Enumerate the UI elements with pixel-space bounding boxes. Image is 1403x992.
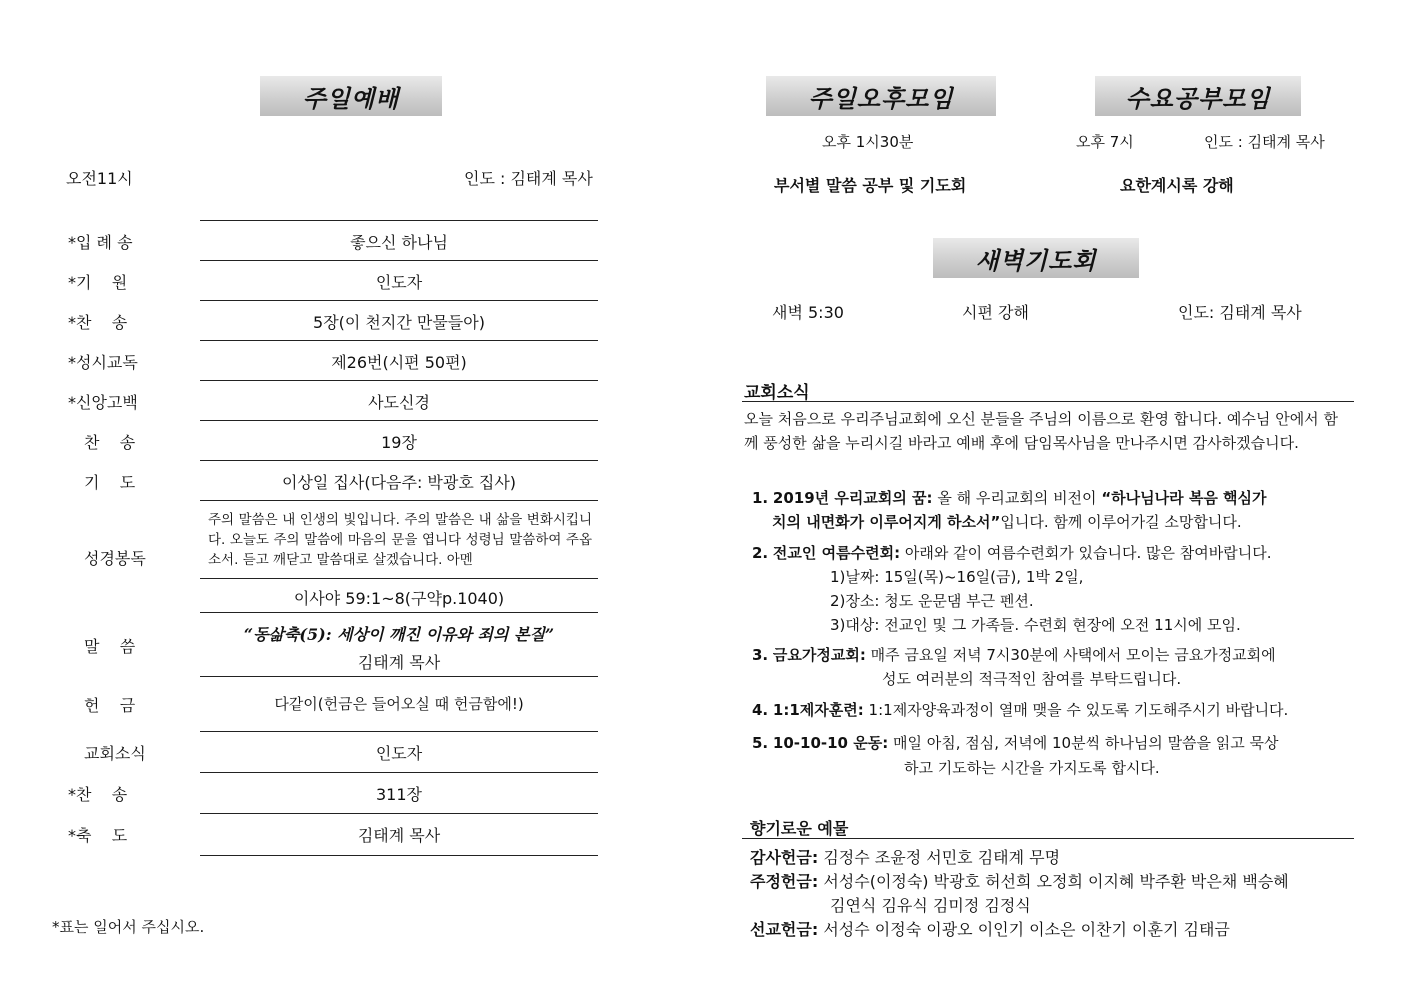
- news-item: [752, 698, 1342, 722]
- order-label: 기 도: [84, 473, 136, 492]
- offering-mission: [750, 918, 1230, 942]
- offering-names: 서성수 이정숙 이광오 이인기 이소은 이찬기 이훈기 김태금: [823, 920, 1230, 939]
- news-subitem: 3)대상: 전교인 및 그 가족들. 수련회 현장에 오전 11시에 모임.: [830, 616, 1241, 634]
- worship-leader: 인도 : 김태계 목사: [464, 169, 593, 188]
- news-item-title: 10-10-10 운동:: [772, 734, 889, 752]
- news-item-text: 매일 아침, 점심, 저녁에 10분씩 하나님의 말씀을 읽고 묵상: [892, 734, 1279, 752]
- standing-footnote: *표는 일어서 주십시오.: [52, 918, 205, 936]
- divider: [200, 676, 598, 677]
- order-label: *기 원: [68, 273, 128, 292]
- order-value: 사도신경: [368, 393, 430, 412]
- order-label: *찬 송: [68, 313, 128, 332]
- divider: [200, 420, 598, 421]
- order-label: *성시교독: [68, 353, 138, 372]
- news-intro: 오늘 처음으로 우리주님교회에 오신 분들을 주님의 이름으로 환영 합니다. 예수님 안에서 함께 풍성한 삶을 누리시길 바라고 예배 후에 담임목사님을 만나주시면 감사하겠습니다.: [744, 410, 1338, 452]
- news-heading: 교회소식: [744, 383, 810, 403]
- order-value: 311장: [376, 785, 422, 804]
- divider: [200, 813, 598, 814]
- news-item-title: 전교인 여름수련회:: [772, 544, 901, 562]
- order-label: *입 례 송: [68, 233, 133, 252]
- news-item-num: 4.: [752, 701, 769, 719]
- news-item-text: 아래와 같이 여름수련회가 있습니다. 많은 참여바랍니다.: [904, 544, 1272, 562]
- divider: [200, 855, 598, 856]
- news-item-text: 매주 금요일 저녁 7시30분에 사택에서 모이는 금요가정교회에: [870, 646, 1276, 664]
- order-value: 이사야 59:1~8(구약p.1040): [293, 589, 505, 608]
- news-item-text: 성도 여러분의 적극적인 참여를 부탁드립니다.: [882, 670, 1182, 688]
- order-value: 제26번(시편 50편): [331, 353, 467, 372]
- news-divider: [742, 401, 1354, 402]
- order-label: 말 씀: [84, 637, 136, 656]
- news-subitem: 2)장소: 청도 운문댐 부근 펜션.: [830, 592, 1034, 610]
- afternoon-desc: 부서별 말씀 공부 및 기도회: [774, 176, 967, 195]
- dawn-desc: 시편 강해: [962, 303, 1029, 322]
- scripture-prayer: 주의 말씀은 내 인생의 빛입니다. 주의 말씀은 내 삶을 변화시킵니다. 오늘도 주의 말씀에 마음의 문을 엽니다 성령님 말씀하여 주옵소서. 듣고 깨닫고 말씀대로 살겠습니다. 아멘: [208, 512, 592, 568]
- sunday-worship-banner: 주일예배: [260, 76, 442, 116]
- offering-label: 선교헌금:: [750, 920, 819, 939]
- news-item: [752, 541, 1342, 565]
- offering-names: 김연식 김유식 김미정 김정식: [830, 896, 1031, 915]
- order-value: 이상일 집사(다음주: 박광호 집사): [281, 473, 517, 492]
- order-value: 김태계 목사: [357, 826, 441, 845]
- offering-names: 김정수 조윤정 서민호 김태계 무명: [823, 848, 1061, 867]
- wednesday-study-banner: 수요공부모임: [1095, 76, 1301, 116]
- news-item-num: 5.: [752, 734, 769, 752]
- order-value: 좋으신 하나님: [350, 233, 448, 252]
- divider: [200, 612, 598, 613]
- order-value: 다같이(헌금은 들어오실 때 헌금함에!): [274, 695, 524, 713]
- news-item-title: 2019년 우리교회의 꿈:: [772, 489, 933, 507]
- dawn-time: 새벽 5:30: [772, 303, 844, 322]
- offering-thanks: [750, 846, 1060, 870]
- order-label: 성경봉독: [84, 549, 146, 568]
- wednesday-desc: 요한계시록 강해: [1120, 176, 1234, 195]
- news-item: [752, 731, 1342, 755]
- news-item-text: 입니다. 함께 이루어가길 소망합니다.: [1000, 513, 1242, 531]
- order-label: 교회소식: [84, 744, 146, 763]
- news-item-text: 올 해 우리교회의 비전이: [937, 489, 1102, 507]
- order-value: 5장(이 천지간 만물들아): [313, 313, 485, 332]
- order-value: 김태계 목사: [357, 653, 441, 672]
- news-item: [752, 643, 1342, 667]
- divider: [200, 380, 598, 381]
- offering-heading: 향기로운 예물: [750, 819, 849, 838]
- order-value: 인도자: [375, 273, 423, 292]
- news-item-num: 2.: [752, 544, 769, 562]
- news-item-title: 1:1제자훈련:: [772, 701, 864, 719]
- divider: [200, 731, 598, 732]
- divider: [200, 300, 598, 301]
- news-item-bold: 치의 내면화가 이루어지게 하소서”: [772, 513, 1001, 531]
- divider: [200, 260, 598, 261]
- news-item-title: 금요가정교회:: [772, 646, 866, 664]
- offering-divider: [742, 838, 1354, 839]
- divider: [200, 460, 598, 461]
- afternoon-meeting-banner: 주일오후모임: [766, 76, 996, 116]
- divider: [200, 220, 598, 221]
- order-label: *신앙고백: [68, 393, 138, 412]
- offering-names: 서성수(이정숙) 박광호 허선희 오정희 이지혜 박주환 박은채 백승혜: [823, 872, 1289, 891]
- order-value: 19장: [381, 433, 417, 452]
- news-item-num: 1.: [752, 489, 769, 507]
- order-value: 인도자: [375, 744, 423, 763]
- dawn-leader: 인도: 김태계 목사: [1178, 303, 1302, 322]
- wednesday-leader: 인도 : 김태계 목사: [1204, 133, 1325, 151]
- news-subitem: 1)날짜: 15일(목)~16일(금), 1박 2일,: [830, 568, 1084, 586]
- news-item-text: 1:1제자양육과정이 열매 맺을 수 있도록 기도해주시기 바랍니다.: [868, 701, 1289, 719]
- order-label: 찬 송: [84, 433, 136, 452]
- worship-time: 오전11시: [66, 169, 133, 188]
- news-item-num: 3.: [752, 646, 769, 664]
- order-label: *찬 송: [68, 785, 128, 804]
- offering-label: 감사헌금:: [750, 848, 819, 867]
- divider: [200, 578, 598, 579]
- wednesday-time: 오후 7시: [1076, 133, 1134, 151]
- sermon-title: “동삶축(5): 세상이 깨진 이유와 죄의 본질”: [243, 625, 555, 644]
- order-label: 헌 금: [84, 696, 136, 715]
- offering-label: 주정헌금:: [750, 872, 819, 891]
- divider: [200, 772, 598, 773]
- divider: [200, 500, 598, 501]
- news-item-bold: “하나님나라 복음 핵심가: [1101, 489, 1267, 507]
- afternoon-time: 오후 1시30분: [822, 133, 914, 151]
- offering-weekly: [750, 870, 1289, 894]
- news-item: [752, 486, 1342, 534]
- divider: [200, 340, 598, 341]
- news-item-text: 하고 기도하는 시간을 가지도록 합시다.: [904, 759, 1160, 777]
- dawn-prayer-banner: 새벽기도회: [933, 238, 1139, 278]
- order-label: *축 도: [68, 826, 128, 845]
